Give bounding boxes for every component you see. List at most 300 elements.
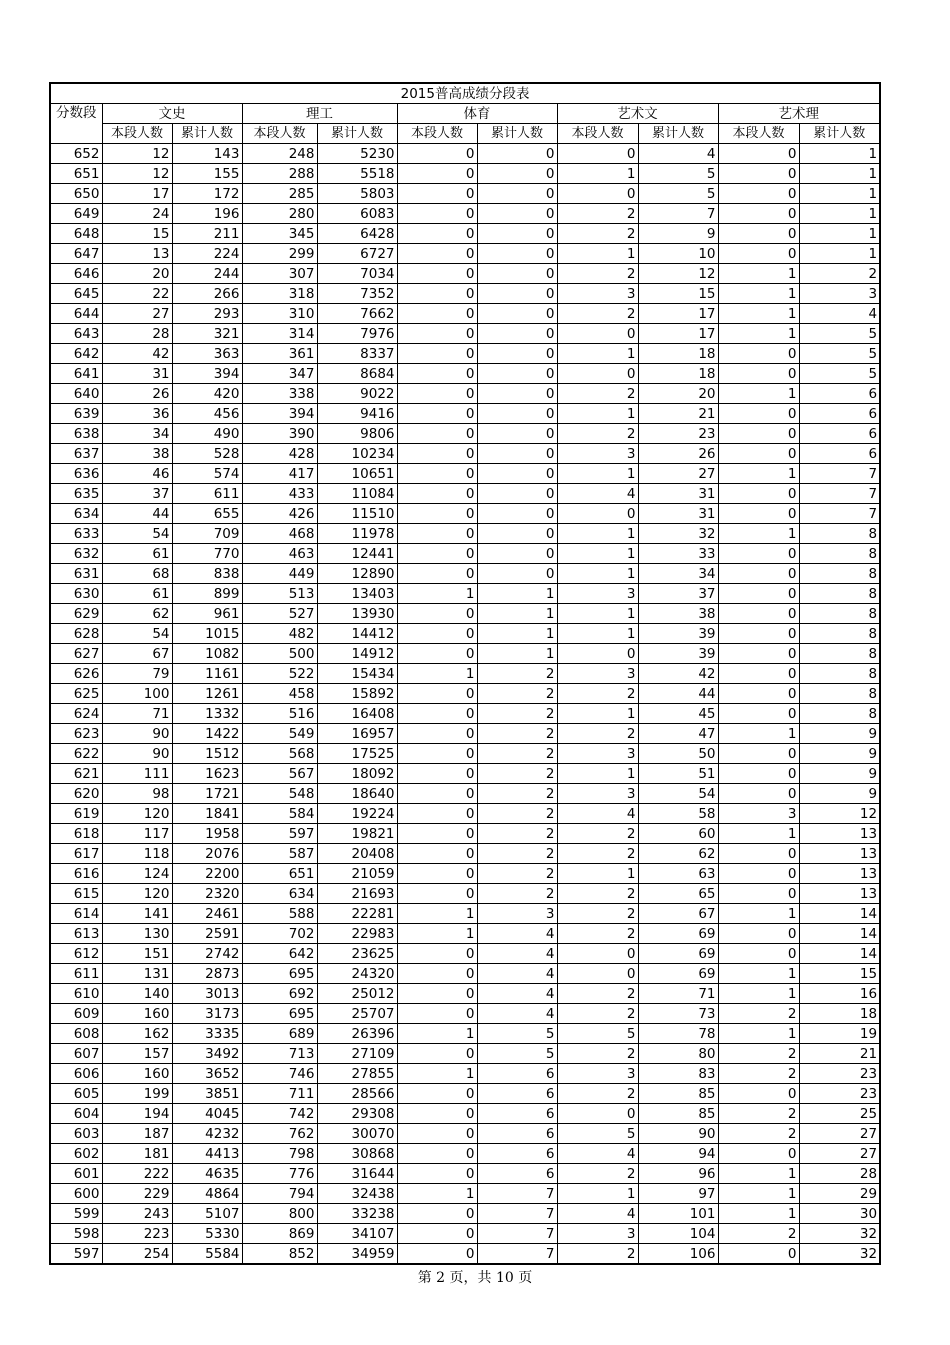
count-cell: 0 [718, 924, 799, 944]
count-cell: 90 [638, 1124, 718, 1144]
table-row [50, 304, 880, 324]
count-cell: 14912 [317, 644, 397, 664]
count-cell: 1512 [172, 744, 242, 764]
count-cell: 10651 [317, 464, 397, 484]
count-cell: 0 [477, 224, 557, 244]
count-cell: 702 [242, 924, 317, 944]
count-cell: 468 [242, 524, 317, 544]
count-cell: 24320 [317, 964, 397, 984]
count-cell: 0 [718, 144, 799, 164]
count-cell: 44 [102, 504, 172, 524]
count-cell: 1 [718, 904, 799, 924]
count-cell: 1082 [172, 644, 242, 664]
count-cell: 47 [638, 724, 718, 744]
count-cell: 7 [799, 484, 880, 504]
score-cell: 640 [50, 384, 102, 404]
count-cell: 2 [557, 924, 638, 944]
count-cell: 58 [638, 804, 718, 824]
score-cell: 616 [50, 864, 102, 884]
table-row [50, 824, 880, 844]
count-cell: 2 [477, 684, 557, 704]
count-cell: 0 [557, 184, 638, 204]
count-cell: 2 [557, 1244, 638, 1265]
score-cell: 641 [50, 364, 102, 384]
count-cell: 90 [102, 724, 172, 744]
table-row [50, 564, 880, 584]
count-cell: 7 [477, 1184, 557, 1204]
count-cell: 0 [718, 404, 799, 424]
count-cell: 0 [397, 504, 477, 524]
count-cell: 0 [718, 224, 799, 244]
count-cell: 3 [557, 784, 638, 804]
count-cell: 0 [397, 184, 477, 204]
count-cell: 2 [557, 1044, 638, 1064]
count-cell: 0 [397, 744, 477, 764]
count-cell: 8 [799, 604, 880, 624]
count-cell: 23 [799, 1084, 880, 1104]
count-cell: 7 [477, 1224, 557, 1244]
count-cell: 0 [477, 264, 557, 284]
count-cell: 1 [799, 184, 880, 204]
count-cell: 39 [638, 624, 718, 644]
count-cell: 60 [638, 824, 718, 844]
count-cell: 244 [172, 264, 242, 284]
col-header-cumulative-count: 累计人数 [799, 124, 880, 144]
count-cell: 2 [477, 864, 557, 884]
table-row [50, 1104, 880, 1124]
score-cell: 604 [50, 1104, 102, 1124]
count-cell: 420 [172, 384, 242, 404]
count-cell: 17525 [317, 744, 397, 764]
count-cell: 361 [242, 344, 317, 364]
table-row [50, 284, 880, 304]
count-cell: 8 [799, 544, 880, 564]
count-cell: 394 [242, 404, 317, 424]
count-cell: 1 [557, 704, 638, 724]
count-cell: 0 [397, 984, 477, 1004]
count-cell: 0 [397, 724, 477, 744]
count-cell: 31644 [317, 1164, 397, 1184]
count-cell: 117 [102, 824, 172, 844]
count-cell: 587 [242, 844, 317, 864]
table-row [50, 504, 880, 524]
count-cell: 9 [799, 784, 880, 804]
count-cell: 500 [242, 644, 317, 664]
score-cell: 622 [50, 744, 102, 764]
count-cell: 2 [477, 884, 557, 904]
count-cell: 42 [638, 664, 718, 684]
score-cell: 597 [50, 1244, 102, 1265]
count-cell: 2 [718, 1104, 799, 1124]
count-cell: 3 [557, 664, 638, 684]
count-cell: 143 [172, 144, 242, 164]
col-header-segment-count: 本段人数 [557, 124, 638, 144]
count-cell: 0 [397, 964, 477, 984]
count-cell: 62 [102, 604, 172, 624]
count-cell: 199 [102, 1084, 172, 1104]
count-cell: 25707 [317, 1004, 397, 1024]
score-cell: 624 [50, 704, 102, 724]
count-cell: 11084 [317, 484, 397, 504]
count-cell: 0 [477, 284, 557, 304]
score-cell: 651 [50, 164, 102, 184]
count-cell: 899 [172, 584, 242, 604]
count-cell: 1422 [172, 724, 242, 744]
count-cell: 54 [102, 524, 172, 544]
count-cell: 44 [638, 684, 718, 704]
score-cell: 646 [50, 264, 102, 284]
count-cell: 4 [477, 1004, 557, 1024]
count-cell: 869 [242, 1224, 317, 1244]
count-cell: 0 [397, 284, 477, 304]
score-cell: 643 [50, 324, 102, 344]
count-cell: 30070 [317, 1124, 397, 1144]
count-cell: 2 [557, 724, 638, 744]
count-cell: 0 [718, 364, 799, 384]
count-cell: 4 [477, 944, 557, 964]
count-cell: 7 [799, 504, 880, 524]
count-cell: 0 [397, 424, 477, 444]
count-cell: 852 [242, 1244, 317, 1265]
count-cell: 68 [102, 564, 172, 584]
count-cell: 0 [397, 624, 477, 644]
count-cell: 45 [638, 704, 718, 724]
count-cell: 21 [799, 1044, 880, 1064]
count-cell: 0 [718, 244, 799, 264]
count-cell: 4 [557, 484, 638, 504]
count-cell: 0 [718, 164, 799, 184]
count-cell: 62 [638, 844, 718, 864]
table-row [50, 624, 880, 644]
count-cell: 71 [638, 984, 718, 1004]
count-cell: 1 [718, 284, 799, 304]
table-row [50, 844, 880, 864]
count-cell: 4 [557, 1204, 638, 1224]
count-cell: 21 [638, 404, 718, 424]
count-cell: 1 [718, 1204, 799, 1224]
table-row [50, 484, 880, 504]
count-cell: 1 [557, 164, 638, 184]
score-cell: 636 [50, 464, 102, 484]
count-cell: 98 [102, 784, 172, 804]
count-cell: 574 [172, 464, 242, 484]
count-cell: 172 [172, 184, 242, 204]
count-cell: 1 [557, 564, 638, 584]
count-cell: 568 [242, 744, 317, 764]
table-row [50, 364, 880, 384]
table-row [50, 1004, 880, 1024]
count-cell: 61 [102, 584, 172, 604]
count-cell: 1 [718, 1024, 799, 1044]
score-cell: 606 [50, 1064, 102, 1084]
count-cell: 0 [397, 1244, 477, 1265]
count-cell: 106 [638, 1244, 718, 1265]
count-cell: 3851 [172, 1084, 242, 1104]
count-cell: 0 [397, 244, 477, 264]
score-cell: 603 [50, 1124, 102, 1144]
table-row [50, 1024, 880, 1044]
count-cell: 0 [718, 864, 799, 884]
count-cell: 3335 [172, 1024, 242, 1044]
count-cell: 0 [397, 784, 477, 804]
table-row [50, 704, 880, 724]
count-cell: 34 [102, 424, 172, 444]
table-row [50, 924, 880, 944]
count-cell: 394 [172, 364, 242, 384]
count-cell: 1 [718, 984, 799, 1004]
count-cell: 692 [242, 984, 317, 1004]
count-cell: 12 [102, 144, 172, 164]
count-cell: 0 [718, 944, 799, 964]
count-cell: 1 [397, 584, 477, 604]
table-row [50, 1244, 880, 1265]
score-cell: 644 [50, 304, 102, 324]
table-row [50, 424, 880, 444]
count-cell: 8684 [317, 364, 397, 384]
score-cell: 647 [50, 244, 102, 264]
count-cell: 131 [102, 964, 172, 984]
table-row [50, 264, 880, 284]
count-cell: 15 [799, 964, 880, 984]
table-row [50, 904, 880, 924]
count-cell: 2 [718, 1064, 799, 1084]
count-cell: 46 [102, 464, 172, 484]
count-cell: 1 [557, 464, 638, 484]
count-cell: 1721 [172, 784, 242, 804]
count-cell: 1 [557, 604, 638, 624]
count-cell: 3 [799, 284, 880, 304]
count-cell: 36 [102, 404, 172, 424]
count-cell: 0 [477, 424, 557, 444]
count-cell: 1 [718, 524, 799, 544]
count-cell: 9416 [317, 404, 397, 424]
count-cell: 0 [477, 444, 557, 464]
count-cell: 0 [397, 444, 477, 464]
count-cell: 51 [638, 764, 718, 784]
count-cell: 3173 [172, 1004, 242, 1024]
count-cell: 15 [102, 224, 172, 244]
count-cell: 0 [477, 364, 557, 384]
count-cell: 634 [242, 884, 317, 904]
count-cell: 689 [242, 1024, 317, 1044]
count-cell: 0 [477, 304, 557, 324]
count-cell: 155 [172, 164, 242, 184]
count-cell: 30 [799, 1204, 880, 1224]
count-cell: 1 [557, 764, 638, 784]
count-cell: 4 [557, 804, 638, 824]
count-cell: 1 [397, 1024, 477, 1044]
count-cell: 18092 [317, 764, 397, 784]
count-cell: 8 [799, 524, 880, 544]
count-cell: 17 [102, 184, 172, 204]
count-cell: 0 [397, 944, 477, 964]
score-cell: 602 [50, 1144, 102, 1164]
score-cell: 652 [50, 144, 102, 164]
count-cell: 31 [102, 364, 172, 384]
count-cell: 7976 [317, 324, 397, 344]
table-title: 2015普高成绩分段表 [50, 83, 880, 104]
score-cell: 635 [50, 484, 102, 504]
count-cell: 2 [557, 384, 638, 404]
count-cell: 27 [799, 1124, 880, 1144]
count-cell: 5803 [317, 184, 397, 204]
count-cell: 54 [102, 624, 172, 644]
count-cell: 15 [638, 284, 718, 304]
count-cell: 3 [557, 284, 638, 304]
count-cell: 0 [397, 344, 477, 364]
count-cell: 27 [638, 464, 718, 484]
count-cell: 18 [799, 1004, 880, 1024]
count-cell: 6428 [317, 224, 397, 244]
score-cell: 631 [50, 564, 102, 584]
count-cell: 8 [799, 624, 880, 644]
count-cell: 20408 [317, 844, 397, 864]
count-cell: 1 [397, 924, 477, 944]
count-cell: 0 [718, 444, 799, 464]
count-cell: 7034 [317, 264, 397, 284]
count-cell: 2873 [172, 964, 242, 984]
count-cell: 0 [397, 524, 477, 544]
count-cell: 78 [638, 1024, 718, 1044]
count-cell: 0 [718, 784, 799, 804]
count-cell: 695 [242, 964, 317, 984]
count-cell: 746 [242, 1064, 317, 1084]
count-cell: 1 [477, 644, 557, 664]
count-cell: 18640 [317, 784, 397, 804]
count-cell: 528 [172, 444, 242, 464]
count-cell: 516 [242, 704, 317, 724]
count-cell: 37 [102, 484, 172, 504]
count-cell: 5 [638, 184, 718, 204]
count-cell: 0 [477, 144, 557, 164]
score-cell: 638 [50, 424, 102, 444]
count-cell: 0 [477, 484, 557, 504]
count-cell: 21059 [317, 864, 397, 884]
table-row [50, 224, 880, 244]
count-cell: 5107 [172, 1204, 242, 1224]
count-cell: 5 [638, 164, 718, 184]
count-cell: 2 [718, 1044, 799, 1064]
count-cell: 181 [102, 1144, 172, 1164]
count-cell: 5 [557, 1124, 638, 1144]
count-cell: 338 [242, 384, 317, 404]
count-cell: 4 [477, 924, 557, 944]
count-cell: 345 [242, 224, 317, 244]
count-cell: 38 [638, 604, 718, 624]
count-cell: 0 [718, 1244, 799, 1265]
count-cell: 8 [799, 564, 880, 584]
count-cell: 1 [397, 904, 477, 924]
count-cell: 19224 [317, 804, 397, 824]
count-cell: 6 [799, 444, 880, 464]
count-cell: 0 [477, 404, 557, 424]
count-cell: 1 [718, 964, 799, 984]
count-cell: 0 [718, 764, 799, 784]
count-cell: 1 [557, 864, 638, 884]
count-cell: 7 [477, 1204, 557, 1224]
count-cell: 5 [799, 344, 880, 364]
count-cell: 1841 [172, 804, 242, 824]
count-cell: 0 [557, 324, 638, 344]
col-header-segment-count: 本段人数 [718, 124, 799, 144]
count-cell: 0 [718, 604, 799, 624]
count-cell: 567 [242, 764, 317, 784]
count-cell: 2 [557, 424, 638, 444]
table-row [50, 344, 880, 364]
count-cell: 37 [638, 584, 718, 604]
count-cell: 18 [638, 364, 718, 384]
count-cell: 651 [242, 864, 317, 884]
count-cell: 229 [102, 1184, 172, 1204]
count-cell: 19821 [317, 824, 397, 844]
count-cell: 4 [557, 1144, 638, 1164]
count-cell: 5584 [172, 1244, 242, 1265]
count-cell: 194 [102, 1104, 172, 1124]
table-row [50, 1184, 880, 1204]
table-row [50, 864, 880, 884]
score-cell: 600 [50, 1184, 102, 1204]
score-cell: 617 [50, 844, 102, 864]
col-header-cumulative-count: 累计人数 [317, 124, 397, 144]
count-cell: 2 [477, 804, 557, 824]
count-cell: 2 [557, 264, 638, 284]
count-cell: 8 [799, 644, 880, 664]
count-cell: 2076 [172, 844, 242, 864]
count-cell: 10234 [317, 444, 397, 464]
count-cell: 3 [557, 1224, 638, 1244]
count-cell: 13 [102, 244, 172, 264]
count-cell: 4864 [172, 1184, 242, 1204]
count-cell: 2200 [172, 864, 242, 884]
count-cell: 0 [477, 344, 557, 364]
score-cell: 645 [50, 284, 102, 304]
count-cell: 0 [557, 644, 638, 664]
count-cell: 7 [799, 464, 880, 484]
count-cell: 222 [102, 1164, 172, 1184]
count-cell: 0 [477, 244, 557, 264]
count-cell: 0 [718, 484, 799, 504]
count-cell: 0 [397, 464, 477, 484]
score-cell: 615 [50, 884, 102, 904]
count-cell: 798 [242, 1144, 317, 1164]
count-cell: 14 [799, 924, 880, 944]
count-cell: 0 [397, 384, 477, 404]
page-footer: 第 2 页，共 10 页 [417, 1270, 533, 1286]
count-cell: 588 [242, 904, 317, 924]
count-cell: 85 [638, 1084, 718, 1104]
count-cell: 15434 [317, 664, 397, 684]
table-row [50, 1164, 880, 1184]
count-cell: 363 [172, 344, 242, 364]
count-cell: 800 [242, 1204, 317, 1224]
count-cell: 2 [557, 844, 638, 864]
table-row [50, 1144, 880, 1164]
count-cell: 13 [799, 844, 880, 864]
count-cell: 4 [638, 144, 718, 164]
table-row [50, 144, 880, 164]
count-cell: 307 [242, 264, 317, 284]
count-cell: 0 [557, 964, 638, 984]
count-cell: 2 [557, 1084, 638, 1104]
count-cell: 1 [397, 1184, 477, 1204]
count-cell: 211 [172, 224, 242, 244]
count-cell: 3 [477, 904, 557, 924]
count-cell: 3492 [172, 1044, 242, 1064]
count-cell: 0 [397, 324, 477, 344]
score-cell: 605 [50, 1084, 102, 1104]
table-row [50, 384, 880, 404]
count-cell: 2 [477, 784, 557, 804]
